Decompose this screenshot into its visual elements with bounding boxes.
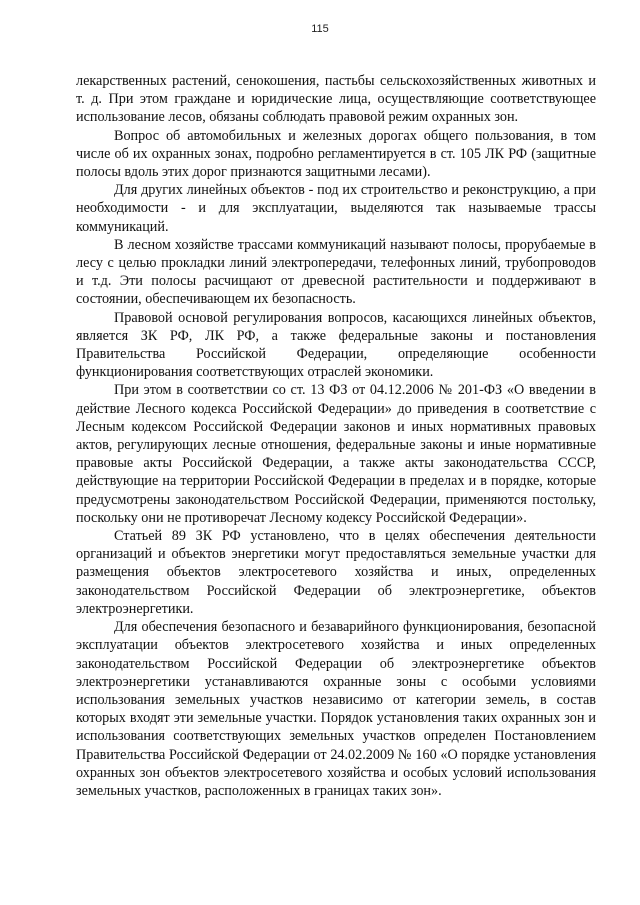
paragraph-protected-zones: Для обеспечения безопасного и безаварийного функционирования, безопасной эксплуатации объектов электросетевого хозяйства и иных определенных законодательством Российской Федерации об электроэнергетике объектов электроэнергетики устанавливаются охранные зоны с особыми условиями использования земельных участков независимо от категории земель, в состав которых входят эти земельные участки. Порядок установления таких охранных зон и использования соответствующих земельных участков определен Постановлением Правительства Российской Федерации от 24.02.2009 № 160 «О порядке установления охранных зон объектов электросетевого хозяйства и особых условий использования земельных участков, расположенных в границах таких зон». <box>76 619 596 799</box>
paragraph-communication-routes: В лесном хозяйстве трассами коммуникаций называют полосы, прорубаемые в лесу с целью прокладки линий электропередачи, телефонных линий, трубопроводов и т.д. Эти полосы расчищают от древесной растительности и поддерживают в состоянии, обеспечивающем их безопасность. <box>76 236 596 308</box>
page-number: 115 <box>311 23 329 35</box>
paragraph-article-89: Статьей 89 ЗК РФ установлено, что в целях обеспечения деятельности организаций и объектов энергетики могут предоставляться земельные участки для размещения объектов электросетевого хозяйства и иных, определенных законодательством Российской Федерации об электроэнергетике, объектов электроэнергетики. <box>76 528 596 617</box>
paragraph-federal-law: При этом в соответствии со ст. 13 ФЗ от 04.12.2006 № 201-ФЗ «О введении в действие Лесного кодекса Российской Федерации» до приведения в соответствие с Лесным кодексом Российской Федерации законов и иных нормативных правовых актов, регулирующих лесные отношения, федеральные законы и иные нормативные правовые акты Российской Федерации, а также акты законодательства СССР, действующие на территории Российской Федерации в пределах и в порядке, которые предусмотрены законодательством Российской Федерации, применяются постольку, поскольку они не противоречат Лесному кодексу Российской Федерации». <box>76 382 596 526</box>
document-body <box>76 72 596 800</box>
paragraph-roads: Вопрос об автомобильных и железных дорогах общего пользования, в том числе об их охранных зонах, подробно регламентируется в ст. 105 ЛК РФ (защитные полосы вдоль этих дорог признаются защитными лесами). <box>76 127 596 181</box>
paragraph-continuation: лекарственных растений, сенокошения, пастьбы сельскохозяйственных животных и т. д. При этом граждане и юридические лица, осуществляющие соответствующее использование лесов, обязаны соблюдать правовой режим охранных зон. <box>76 73 596 126</box>
paragraph-legal-basis: Правовой основой регулирования вопросов, касающихся линейных объектов, является ЗК РФ, ЛК РФ, а также федеральные законы и постановления Правительства Российской Федерации, определяющие особенности функционирования соответствующих отраслей экономики. <box>76 309 596 381</box>
paragraph-linear-objects: Для других линейных объектов - под их строительство и реконструкцию, а при необходимости - и для эксплуатации, выделяются так называемые трассы коммуникаций. <box>76 182 596 235</box>
